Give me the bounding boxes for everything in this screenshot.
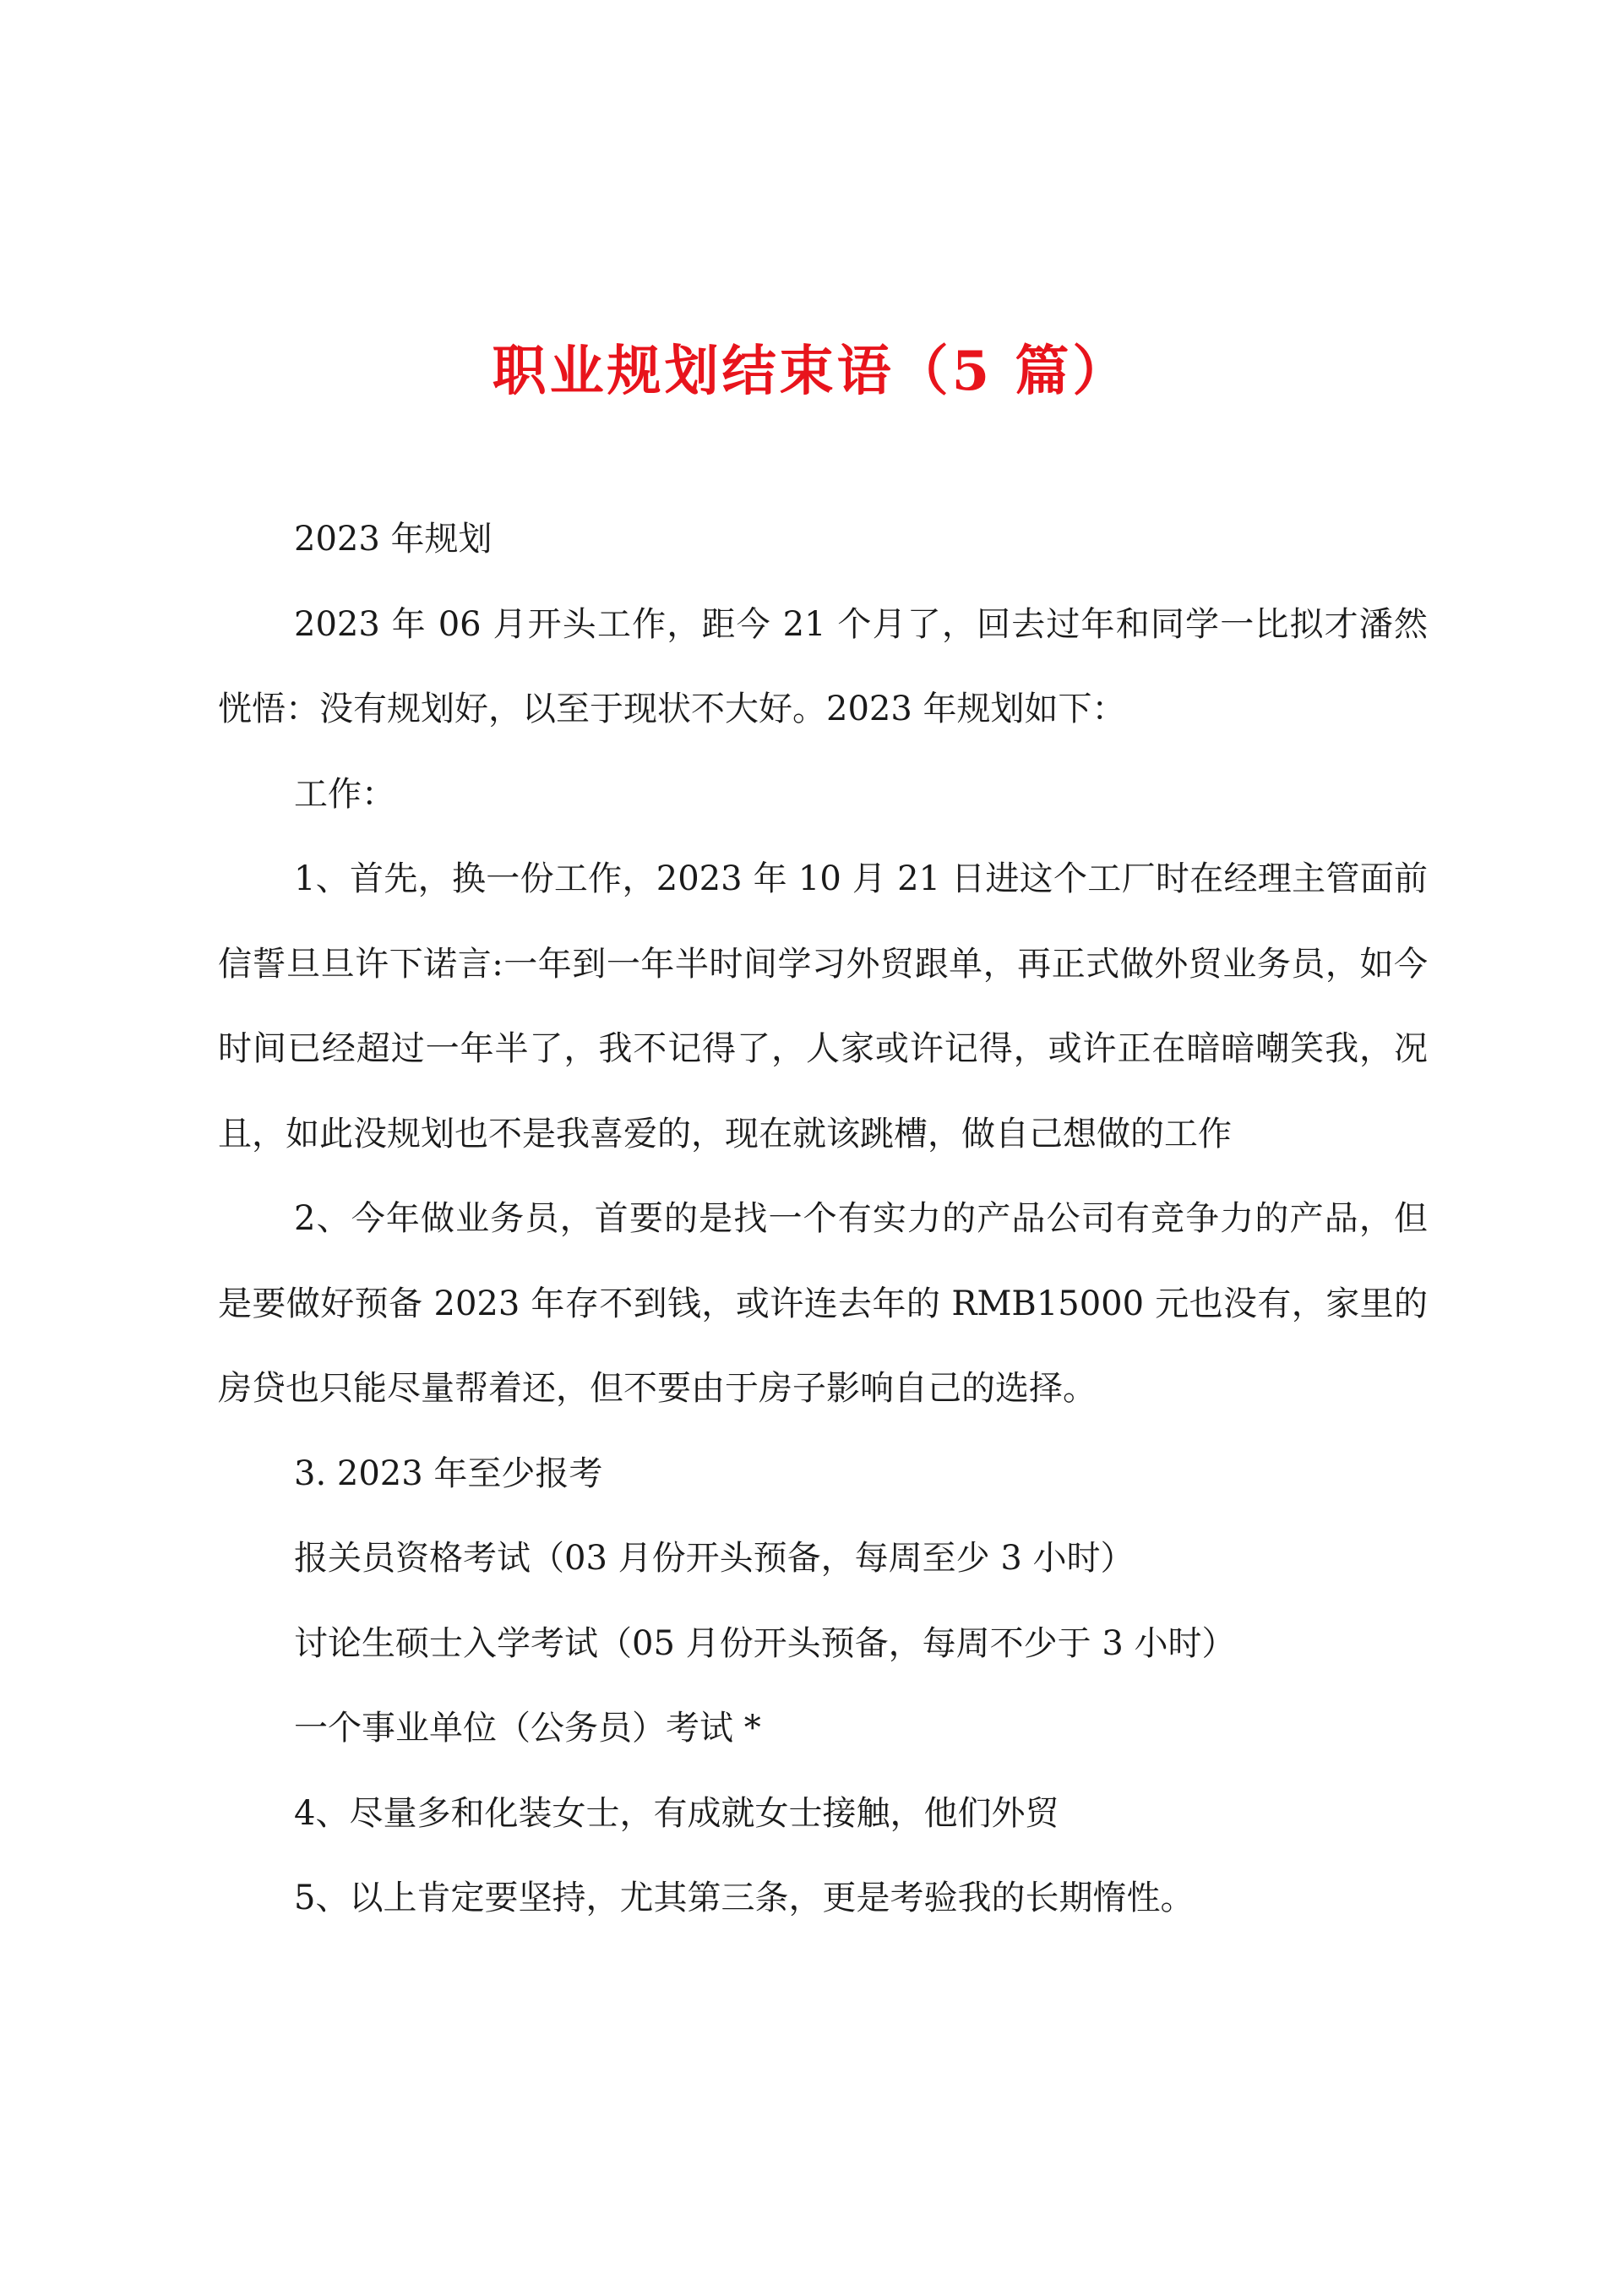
paragraph-item-2: 2、今年做业务员，首要的是找一个有实力的产品公司有竞争力的产品，但是要做好预备 2023 年存不到钱，或许连去年的 RMB15000 元也没有，家里的房贷也只能尽量帮着还，但不要由于房子影响自己的选择。 — [218, 1199, 1428, 1408]
paragraph-exam-customs: 报关员资格考试（03 月份开头预备，每周至少 3 小时） — [294, 1539, 1135, 1578]
paragraph-item-4: 4、尽量多和化装女士，有成就女士接触，他们外贸 — [294, 1793, 1059, 1833]
document-title: 职业规划结束语（5 篇） — [492, 340, 1130, 403]
document-body — [218, 497, 1428, 1941]
paragraph-item-3: 3. 2023 年至少报考 — [294, 1453, 603, 1493]
paragraph-exam-civil: 一个事业单位（公务员）考试 * — [294, 1709, 761, 1748]
paragraph-plan-heading: 2023 年规划 — [294, 520, 493, 559]
paragraph-item-5: 5、以上肯定要坚持，尤其第三条，更是考验我的长期惰性。 — [294, 1879, 1195, 1917]
paragraph-intro: 2023 年 06 月开头工作，距今 21 个月了，回去过年和同学一比拟才潘然恍悟：没有规划好，以至于现状不大好。2023 年规划如下： — [218, 604, 1428, 728]
paragraph-item-1: 1、首先，换一份工作，2023 年 10 月 21 日进这个工厂时在经理主管面前信誓旦旦许下诺言:一年到一年半时间学习外贸跟单，再正式做外贸业务员，如今时间已经超过一年半了，我不记得了，人家或许记得，或许正在暗暗嘲笑我，况且，如此没规划也不是我喜爱的，现在就该跳槽，做自己想做的工作 — [218, 859, 1428, 1153]
paragraph-exam-graduate: 讨论生硕士入学考试（05 月份开头预备，每周不少于 3 小时） — [294, 1623, 1236, 1663]
paragraph-work-heading: 工作： — [294, 774, 395, 814]
